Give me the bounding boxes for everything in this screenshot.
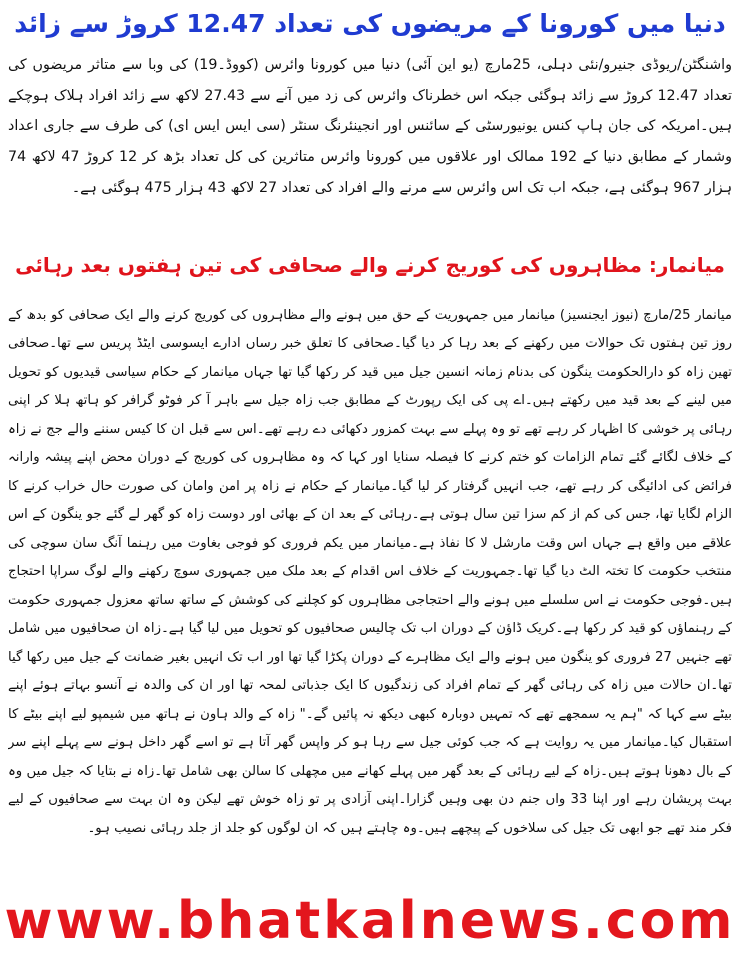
headline-myanmar-journalist: میانمار: مظاہروں کی کوریج کرنے والے صحافی کی تین ہفتوں بعد رہائی xyxy=(15,253,725,277)
article-body-corona-cases: واشنگٹن/ریوڈی جنیرو/نئی دہلی، 25مارچ (یو این آئی) دنیا میں کورونا وائرس (کووڈ۔19) کی وبا سے متاثر مریضوں کی تعداد 12.47 کروڑ سے زائد ہوگئی جبکہ اس خطرناک وائرس کی زد میں آنے سے 27.43 لاکھ سے زائد افراد ہلاک ہوچکے ہیں۔امریکہ کی جان ہاپ کنس یونیورسٹی کے سائنس اور انجینئرنگ سنٹر (سی ایس ایس ای) کی طرف سے جاری اعداد وشمار کے مطابق دنیا کے 192 ممالک اور علاقوں میں کورونا وائرس متاثرین کی کل تعداد بڑھ کر 12 کروڑ 47 لاکھ 74 ہزار 967 ہوگئی ہے، جبکہ اب تک اس وائرس سے مرنے والے افراد کی تعداد 27 لاکھ 43 ہزار 475 ہوگئی ہے۔ xyxy=(8,57,732,196)
article-body-myanmar-journalist: میانمار 25/مارچ (نیوز ایجنسیز) میانمار میں جمہوریت کے حق میں ہونے والے مظاہروں کی کوریج کرنے والے ایک صحافی کو بدھ کے روز تین ہفتوں تک حوالات میں رکھنے کے بعد رہا کر دیا گیا۔صحافی کا تعلق خبر رساں ادارے ایسوسی ایٹڈ پریس سے تھا۔صحافی تھین زاہ کو دارالحکومت ینگون کی بدنام زمانہ انسین جیل میں قید کر رکھا گیا تھا جہاں میانمار کے حکام سیاسی قیدیوں کو تحویل میں لینے کے بعد قید میں رکھتے ہیں۔اے پی کی ایک رپورٹ کے مطابق جب زاہ جیل سے باہر آ کر فوٹو گرافر کو ہاتھ ہلا کر اپنی رہائی پر خوشی کا اظہار کر رہے تھے تو وہ پہلے سے بہت کمزور دکھائی دے رہے تھے۔اس سے قبل ان کا کیس سننے والے جج نے زاہ کے خلاف لگائے گئے تمام الزامات کو ختم کرنے کا فیصلہ سنایا اور کہا کہ وہ مظاہروں کی کوریج کے دوران محض اپنے پیشہ وارانہ فرائض کی ادائیگی کر رہے تھے، جب انہیں گرفتار کر لیا گیا۔میانمار کے حکام نے زاہ پر امن وامان کی صورت حال خراب کرنے کا الزام لگایا تھا، جس کی کم از کم سزا تین سال ہوتی ہے۔رہائی کے بعد ان کے بھائی اور دوست زاہ کو گھر لے گئے جو ینگون کے اس علاقے میں واقع ہے جہاں اس وقت مارشل لا کا نفاذ ہے۔میانمار میں یکم فروری کو فوجی بغاوت میں رہنما آنگ سان سوچی کی منتخب حکومت کا تختہ الٹ دیا گیا تھا۔جمہوریت کے خلاف اس اقدام کے بعد ملک میں جمہوری سوچ رکھنے والے لوگ سراپا احتجاج ہیں۔فوجی حکومت نے اس سلسلے میں ہونے والے احتجاجی مظاہروں کو کچلنے کی کوشش کے ساتھ ساتھ معزول جمہوری حکومت کے رہنماؤں کو قید کر رکھا ہے۔کریک ڈاؤن کے دوران اب تک چالیس صحافیوں کو تحویل میں لیا گیا ہے۔زاہ ان صحافیوں میں شامل تھے جنہیں 27 فروری کو ینگون میں ہونے والے ایک مظاہرے کے دوران پکڑا گیا تھا اور اب تک انہیں بغیر ضمانت کے جیل میں رکھا گیا تھا۔ان حالات میں زاہ کی رہائی گھر کے تمام افراد کی زندگیوں کا ایک جذباتی لمحہ تھا اور ان کی والدہ نے آنسو بہاتے ہوئے اپنے بیٹے سے کہا کہ "ہم یہ سمجھے تھے کہ تمہیں دوبارہ کبھی دیکھ نہ پائیں گے۔" زاہ کے والد ہاون نے ہاتھ میں شیمپو لیے اپنے بیٹے کا استقبال کیا۔میانمار میں یہ روایت ہے کہ جب کوئی جیل سے رہا ہو کر واپس گھر آتا ہے تو اسے گھر داخل ہونے سے پہلے اپنے سر کے بال دھونا ہوتے ہیں۔زاہ کے لیے رہائی کے بعد گھر میں پہلے کھانے میں مچھلی کا سالن بھی شامل تھا۔زاہ نے بتایا کہ جیل میں وہ بہت پریشان رہے اور اپنا 33 واں جنم دن بھی وہیں گزارا۔اپنی آزادی پر تو زاہ خوش تھے لیکن وہ ان بہت سے صحافیوں کے لیے فکر مند تھے جو ابھی تک جیل کی سلاخوں کے پیچھے ہیں۔وہ چاہتے ہیں کہ ان لوگوں کو جلد از جلد رہائی نصیب ہو۔ xyxy=(8,308,732,836)
website-footer: www.bhatkalnews.com xyxy=(4,891,736,951)
headline-corona-cases: دنیا میں کورونا کے مریضوں کی تعداد 12.47 کروڑ سے زائد xyxy=(14,9,726,38)
